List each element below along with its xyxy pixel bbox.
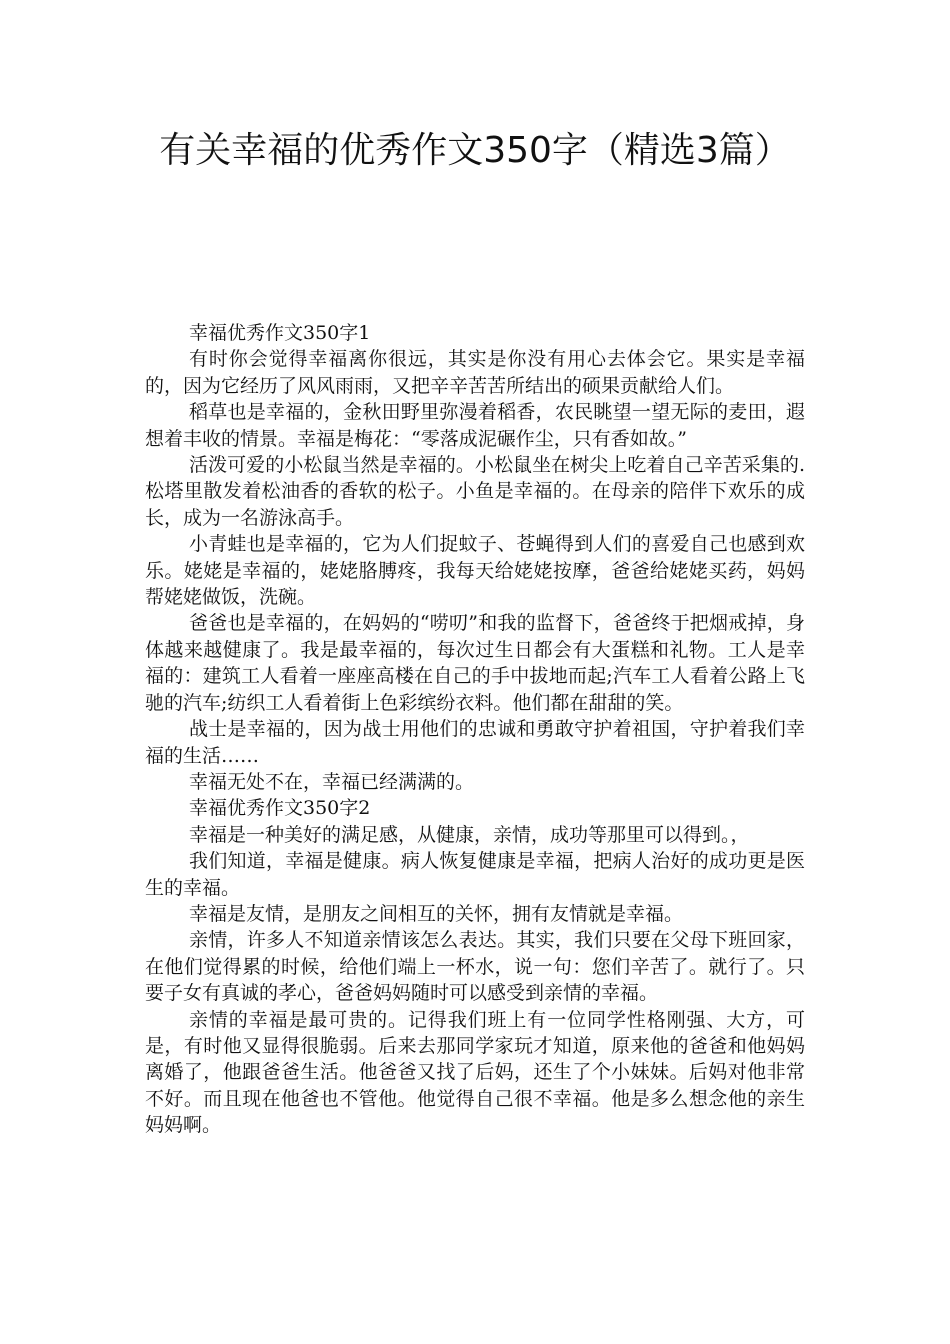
paragraph: 有时你会觉得幸福离你很远，其实是你没有用心去体会它。果实是幸福的，因为它经历了风风雨雨，又把辛辛苦苦所结出的硕果贡献给人们。 — [145, 348, 805, 397]
paragraph: 小青蛙也是幸福的，它为人们捉蚊子、苍蝇得到人们的喜爱自己也感到欢乐。姥姥是幸福的，姥姥胳膊疼，我每天给姥姥按摩，爸爸给姥姥买药，妈妈帮姥姥做饭，洗碗。 — [145, 533, 805, 609]
paragraph: 稻草也是幸福的，金秋田野里弥漫着稻香，农民眺望一望无际的麦田，遐想着丰收的情景。幸福是梅花：“零落成泥碾作尘，只有香如故。” — [145, 401, 805, 450]
paragraph: 幸福是友情，是朋友之间相互的关怀，拥有友情就是幸福。 — [189, 902, 684, 925]
paragraph: 幸福是一种美好的满足感，从健康，亲情，成功等那里可以得到。， — [189, 823, 750, 846]
paragraph: 爸爸也是幸福的，在妈妈的“唠叨”和我的监督下，爸爸终于把烟戒掉，身体越来越健康了。我是最幸福的，每次过生日都会有大蛋糕和礼物。工人是幸福的：建筑工人看着一座座高楼在自己的手中拔地而起;汽车工人看着公路上飞驰的汽车;纺织工人看着街上色彩缤纷衣料。他们都在甜甜的笑。 — [145, 612, 805, 714]
paragraph: 亲情的幸福是最可贵的。记得我们班上有一位同学性格刚强、大方，可是，有时他又显得很脆弱。后来去那同学家玩才知道，原来他的爸爸和他妈妈离婚了，他跟爸爸生活。他爸爸又找了后妈，还生了个小妹妹。后妈对他非常不好。而且现在他爸也不管他。他觉得自己很不幸福。他是多么想念他的亲生妈妈啊。 — [145, 1008, 805, 1137]
paragraph: 战士是幸福的，因为战士用他们的忠诚和勇敢守护着祖国，守护着我们幸福的生活…… — [145, 718, 805, 767]
paragraph: 幸福无处不在，幸福已经满满的。 — [189, 770, 475, 793]
paragraph: 活泼可爱的小松鼠当然是幸福的。小松鼠坐在树尖上吃着自己辛苦采集的.松塔里散发着松油香的香软的松子。小鱼是幸福的。在母亲的陪伴下欢乐的成长，成为一名游泳高手。 — [145, 454, 805, 529]
section-heading-2: 幸福优秀作文350字2 — [189, 797, 371, 820]
document-title: 有关幸福的优秀作文350字（精选3篇） — [159, 130, 791, 171]
paragraph: 我们知道，幸福是健康。病人恢复健康是幸福，把病人治好的成功更是医生的幸福。 — [145, 850, 805, 899]
section-heading-1: 幸福优秀作文350字1 — [189, 322, 371, 344]
document-body — [145, 320, 805, 1139]
paragraph: 亲情，许多人不知道亲情该怎么表达。其实，我们只要在父母下班回家，在他们觉得累的时候，给他们端上一杯水，说一句：您们辛苦了。就行了。只要子女有真诚的孝心，爸爸妈妈随时可以感受到亲情的幸福。 — [145, 929, 805, 1005]
